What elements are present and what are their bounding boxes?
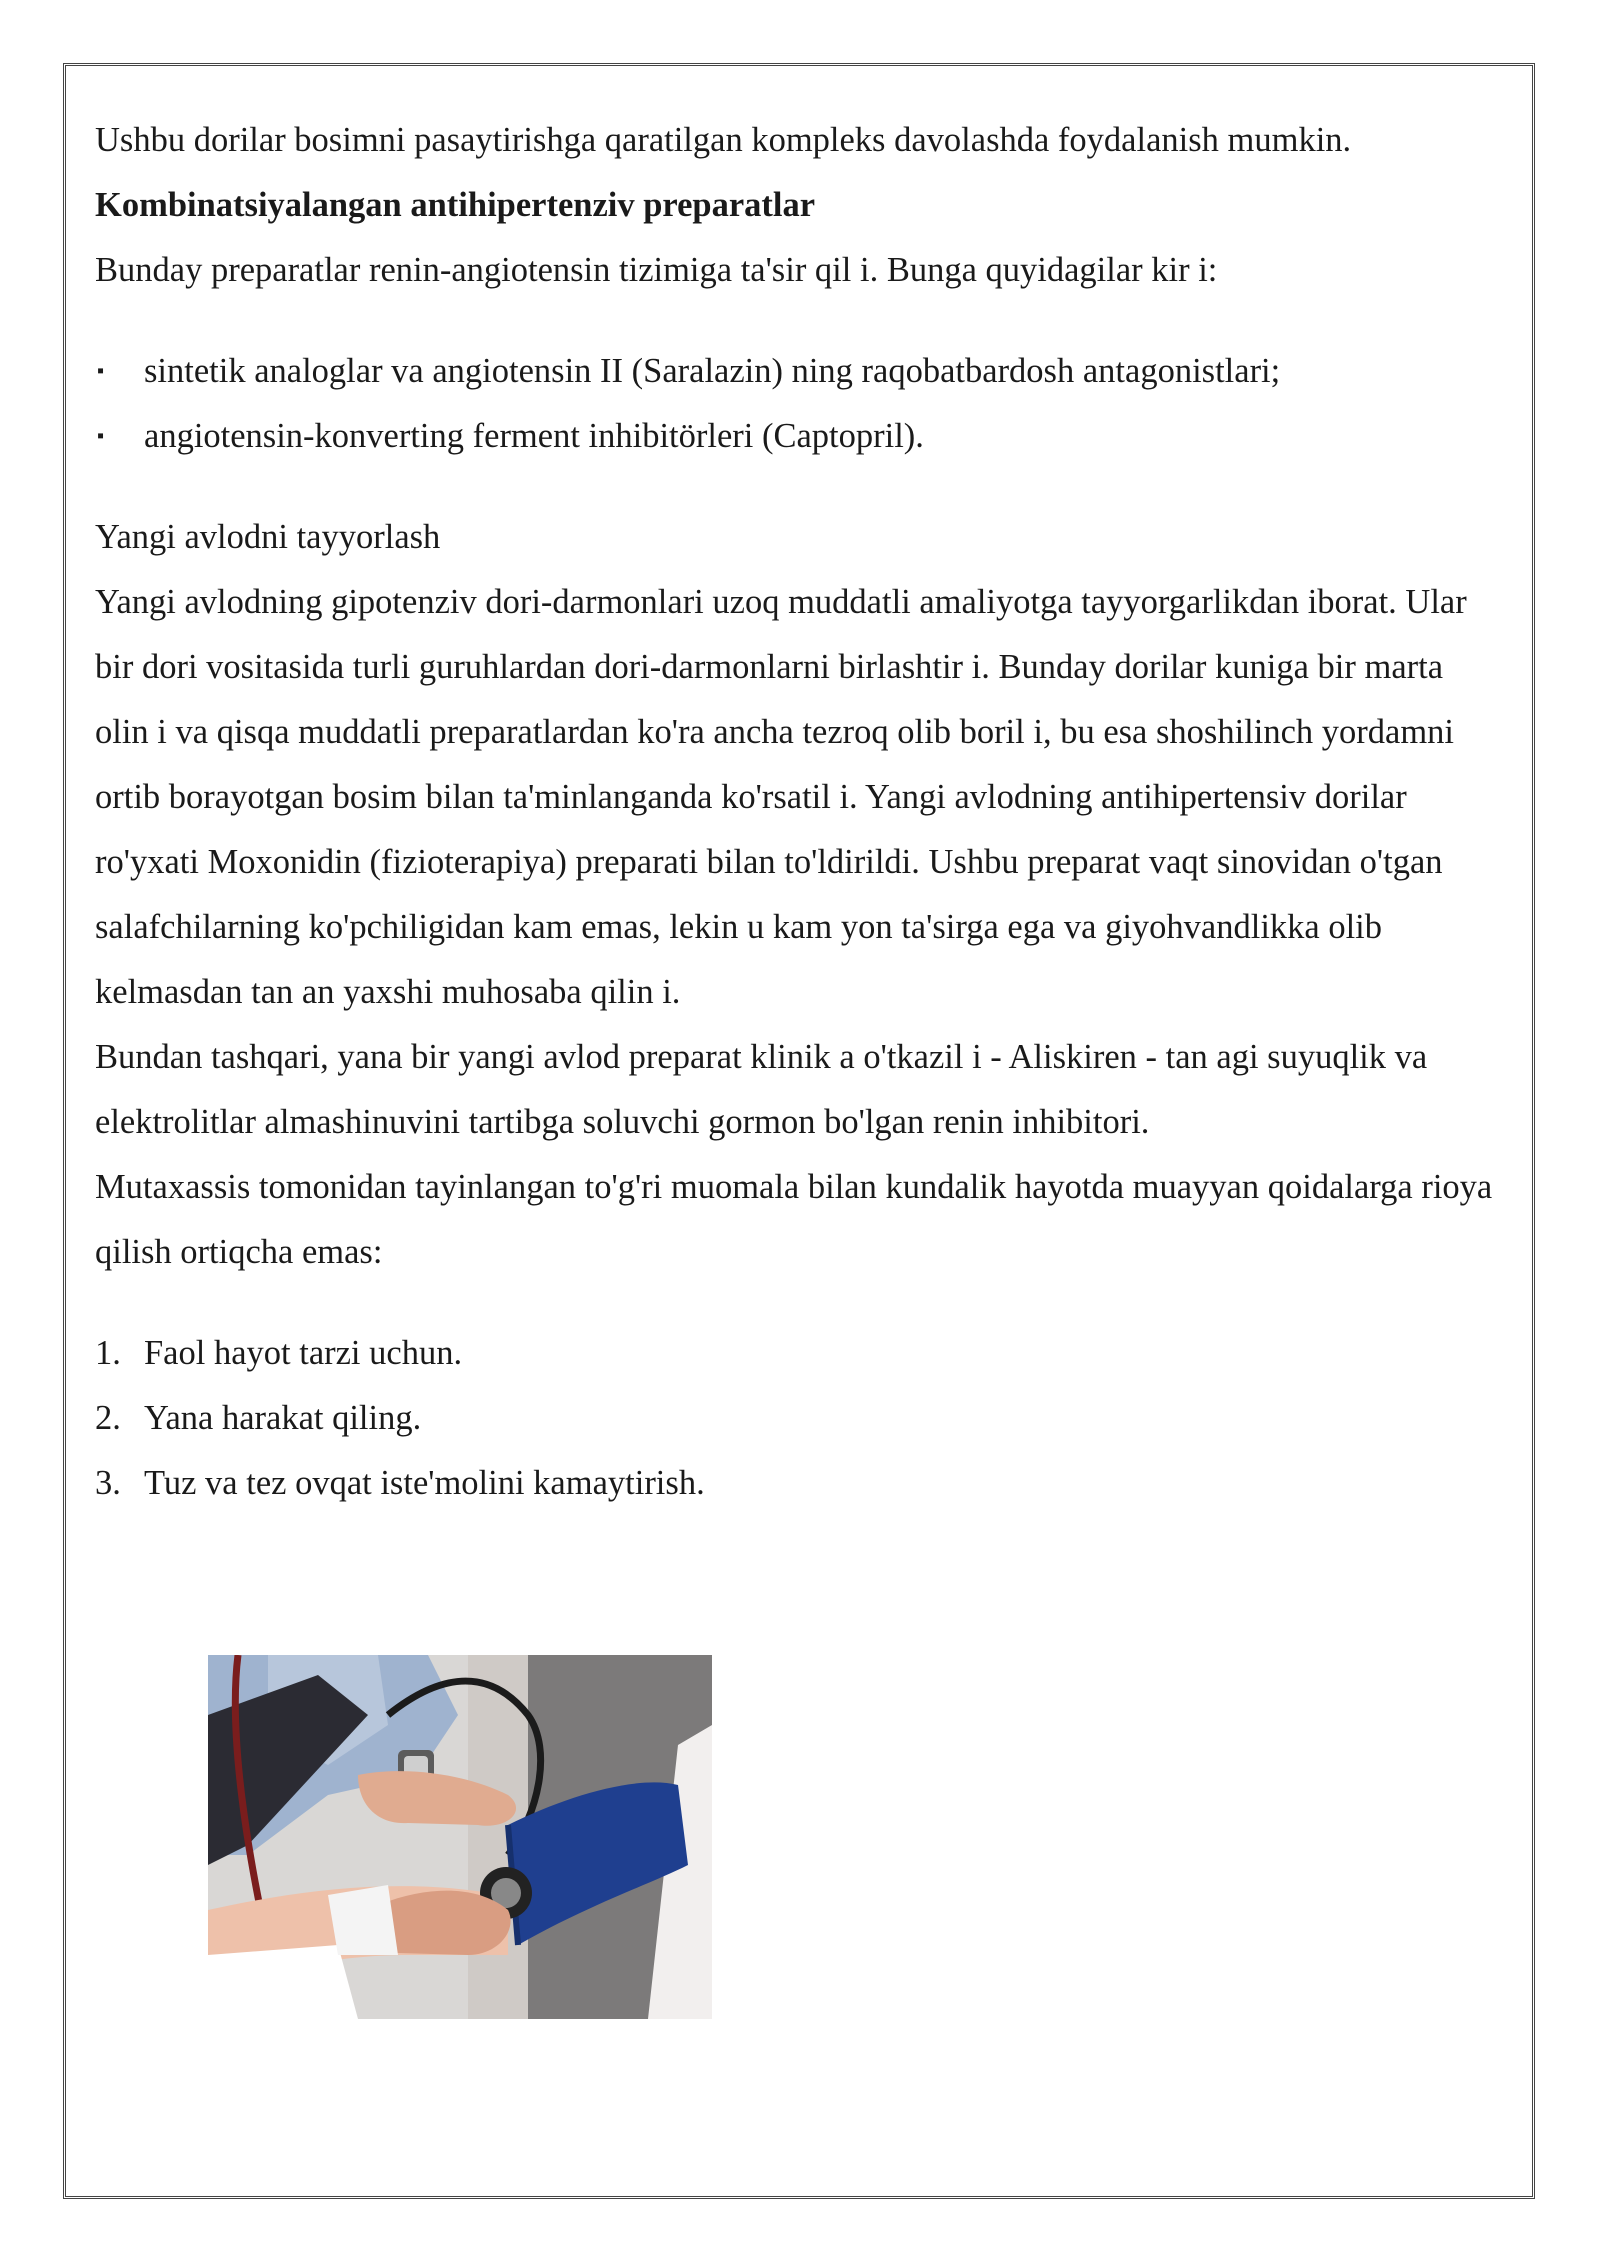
document-body — [95, 108, 1495, 1516]
list-number: 2. — [95, 1399, 121, 1437]
photo-illustration — [208, 1655, 712, 2019]
combined-drugs-paragraph: Bunday preparatlar renin-angiotensin tizimiga ta'sir qil i. Bunga quyidagilar kir i: — [95, 251, 1218, 289]
list-item — [95, 1386, 1495, 1451]
bullet-icon: ▪ — [97, 425, 105, 447]
section-heading-combined-drugs: Kombinatsiyalangan antihipertenziv preparatlar — [95, 186, 816, 224]
list-item-text: Yana harakat qiling. — [144, 1399, 422, 1437]
list-item — [95, 404, 1495, 469]
list-item — [95, 339, 1495, 404]
numbered-list — [95, 1321, 1495, 1516]
list-item-text: angiotensin-konverting ferment inhibitörleri (Captopril). — [144, 417, 924, 455]
intro-paragraph: Ushbu dorilar bosimni pasaytirishga qaratilgan kompleks davolashda foydalanish mumkin. — [95, 121, 1352, 159]
spacer — [95, 469, 1495, 505]
blood-pressure-measurement-photo — [208, 1655, 712, 2019]
bullet-icon: ▪ — [97, 360, 105, 382]
list-item-text: Faol hayot tarzi uchun. — [144, 1334, 463, 1372]
bullet-list — [95, 339, 1495, 469]
list-item — [95, 1451, 1495, 1516]
section-heading-new-generation: Yangi avlodni tayyorlash — [95, 518, 441, 556]
list-number: 3. — [95, 1464, 121, 1502]
spacer — [95, 303, 1495, 339]
list-item-text: Tuz va tez ovqat iste'molini kamaytirish. — [144, 1464, 705, 1502]
spacer — [95, 1285, 1495, 1321]
list-item — [95, 1321, 1495, 1386]
aliskiren-paragraph: Bundan tashqari, yana bir yangi avlod preparat klinik a o'tkazil i - Aliskiren - tan agi suyuqlik va elektrolitlar almashinuvini tartibga soluvchi gormon bo'lgan renin inhibitori. — [95, 1038, 1428, 1141]
rules-paragraph: Mutaxassis tomonidan tayinlangan to'g'ri muomala bilan kundalik hayotda muayyan qoidalarga rioya qilish ortiqcha emas: — [95, 1168, 1493, 1271]
list-item-text: sintetik analoglar va angiotensin II (Saralazin) ning raqobatbardosh antagonistlari; — [144, 352, 1281, 390]
list-number: 1. — [95, 1334, 121, 1372]
new-generation-paragraph: Yangi avlodning gipotenziv dori-darmonlari uzoq muddatli amaliyotga tayyorgarlikdan iborat. Ular bir dori vositasida turli guruhlardan dori-darmonlarni birlashtir i. Bunday dorilar kuniga bir marta olin i va qisqa muddatli preparatlardan ko'ra ancha tezroq olib boril i, bu esa shoshilinch yordamni ortib borayotgan bosim bilan ta'minlanganda ko'rsatil i. Yangi avlodning antihipertensiv dorilar ro'yxati Moxonidin (fizioterapiya) preparati bilan to'ldirildi. Ushbu preparat vaqt sinovidan o'tgan salafchilarning ko'pchiligidan kam emas, lekin u kam yon ta'sirga ega va giyohvandlikka olib kelmasdan tan an yaxshi muhosaba qilin i. — [95, 583, 1467, 1011]
